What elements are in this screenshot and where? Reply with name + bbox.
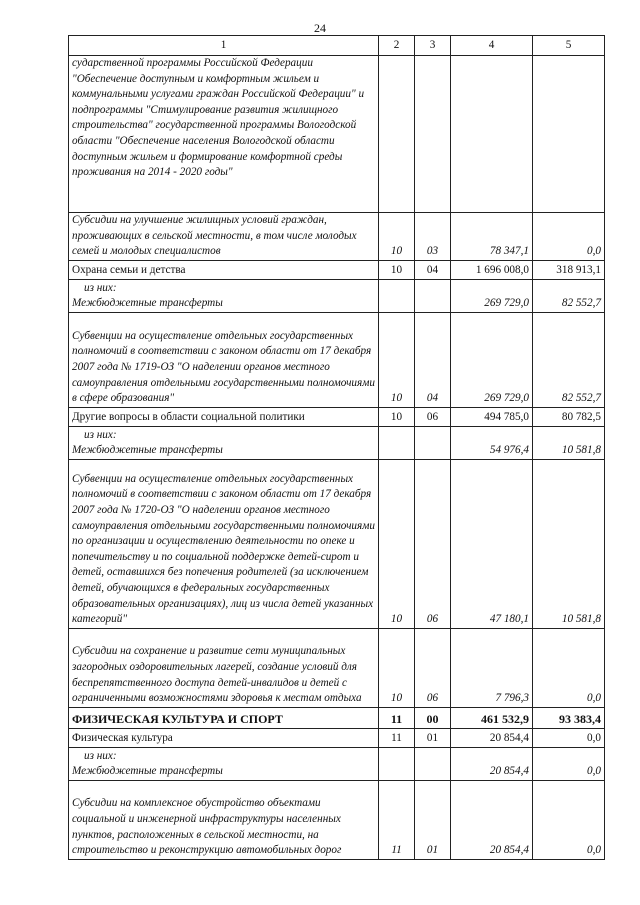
cell-section: 11: [379, 707, 415, 728]
cell-amount-total: 1 696 008,0: [451, 260, 533, 279]
row-subname: Межбюджетные трансферты: [72, 765, 223, 778]
table-row: [69, 747, 605, 780]
cell-amount-total: 269 729,0: [451, 312, 533, 407]
row-subtitle: из них:: [84, 428, 117, 441]
cell-section: 11: [379, 780, 415, 859]
cell-section: 10: [379, 213, 415, 261]
cell: [415, 279, 451, 312]
cell-subsection: 06: [415, 628, 451, 707]
cell: [379, 279, 415, 312]
cell-amount-federal: 82 552,7: [533, 279, 605, 312]
cell-subsection: 03: [415, 213, 451, 261]
cell-amount-total: 20 854,4: [451, 747, 533, 780]
row-name: Субвенции на осуществление отдельных государственных полномочий в соответствии с законом области от 17 декабря 2007 года № 1719-ОЗ "О наделении органов местного самоуправления отдельными государственными полномочиями в сфере образования": [69, 312, 379, 407]
row-subtitle: из них:: [84, 749, 117, 762]
cell: [379, 56, 415, 213]
table-row: [69, 407, 605, 426]
row-subname: Межбюджетные трансферты: [72, 297, 223, 310]
row-name: Субсидии на улучшение жилищных условий граждан, проживающих в сельской местности, в том числе молодых семей и молодых специалистов: [69, 213, 379, 261]
table-row: [69, 707, 605, 728]
table-row: [69, 728, 605, 747]
table-row: [69, 459, 605, 628]
row-name: Субсидии на комплексное обустройство объектами социальной и инженерной инфраструктуры населенных пунктов, расположенных в сельской местности, на строительство и реконструкцию автомобильных дорог: [69, 780, 379, 859]
cell-section: 10: [379, 459, 415, 628]
cell-amount-total: 20 854,4: [451, 780, 533, 859]
cell-amount-federal: 0,0: [533, 213, 605, 261]
budget-table: [68, 35, 605, 860]
row-name: Физическая культура: [69, 728, 379, 747]
row-name: Другие вопросы в области социальной политики: [69, 407, 379, 426]
cell-subsection: 00: [415, 707, 451, 728]
cell: [415, 747, 451, 780]
cell-amount-federal: 0,0: [533, 747, 605, 780]
row-name: Охрана семьи и детства: [69, 260, 379, 279]
cell: [415, 426, 451, 459]
cell-section: 11: [379, 728, 415, 747]
cell-amount-federal: 0,0: [533, 780, 605, 859]
cell: [379, 426, 415, 459]
table-row: [69, 312, 605, 407]
cell-subsection: 01: [415, 780, 451, 859]
row-name: сударственной программы Российской Федерации "Обеспечение доступным и комфортным жильем и коммунальными услугами граждан Российской Федерации" и подпрограммы "Стимулирование развития жилищного строительства" государственной программы Вологодской области "Обеспечение населения Вологодской области доступным жильем и формирование комфортной среды проживания на 2014 - 2020 годы": [69, 56, 379, 213]
cell-amount-federal: 0,0: [533, 728, 605, 747]
column-header: 4: [451, 36, 533, 56]
row-subname: Межбюджетные трансферты: [72, 444, 223, 457]
cell-amount-federal: 10 581,8: [533, 459, 605, 628]
header-row: [69, 36, 605, 56]
column-header: 5: [533, 36, 605, 56]
row-subtitle: из них:: [84, 281, 117, 294]
page-number: 24: [314, 21, 326, 35]
cell-section: 10: [379, 407, 415, 426]
row-name: Субсидии на сохранение и развитие сети муниципальных загородных оздоровительных лагерей, создание условий для беспрепятственного доступа детей-инвалидов и детей с ограниченными возможностями здоровья к местам отдыха: [69, 628, 379, 707]
cell-subsection: 04: [415, 260, 451, 279]
table-row: [69, 213, 605, 261]
cell-amount-total: 7 796,3: [451, 628, 533, 707]
table-row: [69, 628, 605, 707]
cell-subsection: 06: [415, 459, 451, 628]
cell-amount-total: 54 976,4: [451, 426, 533, 459]
cell-section: 10: [379, 628, 415, 707]
cell-amount-federal: 318 913,1: [533, 260, 605, 279]
cell-amount-federal: 0,0: [533, 628, 605, 707]
row-name: [69, 426, 379, 459]
cell-amount-total: 269 729,0: [451, 279, 533, 312]
cell: [533, 56, 605, 213]
cell-section: 10: [379, 312, 415, 407]
cell-subsection: 06: [415, 407, 451, 426]
column-header: 2: [379, 36, 415, 56]
cell-section: 10: [379, 260, 415, 279]
table-row: [69, 56, 605, 213]
row-name: Субвенции на осуществление отдельных государственных полномочий в соответствии с законом области от 17 декабря 2007 года № 1720-ОЗ "О наделении органов местного самоуправления отдельными государственными полномочиями по организации и осуществлению деятельности по опеке и попечительству и по социальной поддержке детей-сирот и детей, оставшихся без попечения родителей (за исключением детей, обучающихся в федеральных государственных образовательных организациях), лиц из числа детей указанных категорий": [69, 459, 379, 628]
column-header: 3: [415, 36, 451, 56]
cell-amount-federal: 82 552,7: [533, 312, 605, 407]
cell-amount-total: 78 347,1: [451, 213, 533, 261]
table-row: [69, 260, 605, 279]
cell-amount-federal: 80 782,5: [533, 407, 605, 426]
table-row: [69, 426, 605, 459]
cell-subsection: 04: [415, 312, 451, 407]
cell-amount-total: 461 532,9: [451, 707, 533, 728]
cell: [415, 56, 451, 213]
cell: [379, 747, 415, 780]
cell-amount-total: 47 180,1: [451, 459, 533, 628]
row-name: [69, 747, 379, 780]
row-name: ФИЗИЧЕСКАЯ КУЛЬТУРА И СПОРТ: [69, 707, 379, 728]
cell-amount-federal: 93 383,4: [533, 707, 605, 728]
column-header: 1: [69, 36, 379, 56]
row-name: [69, 279, 379, 312]
cell-amount-federal: 10 581,8: [533, 426, 605, 459]
table-row: [69, 780, 605, 859]
cell-amount-total: 20 854,4: [451, 728, 533, 747]
cell-subsection: 01: [415, 728, 451, 747]
cell: [451, 56, 533, 213]
table-row: [69, 279, 605, 312]
cell-amount-total: 494 785,0: [451, 407, 533, 426]
